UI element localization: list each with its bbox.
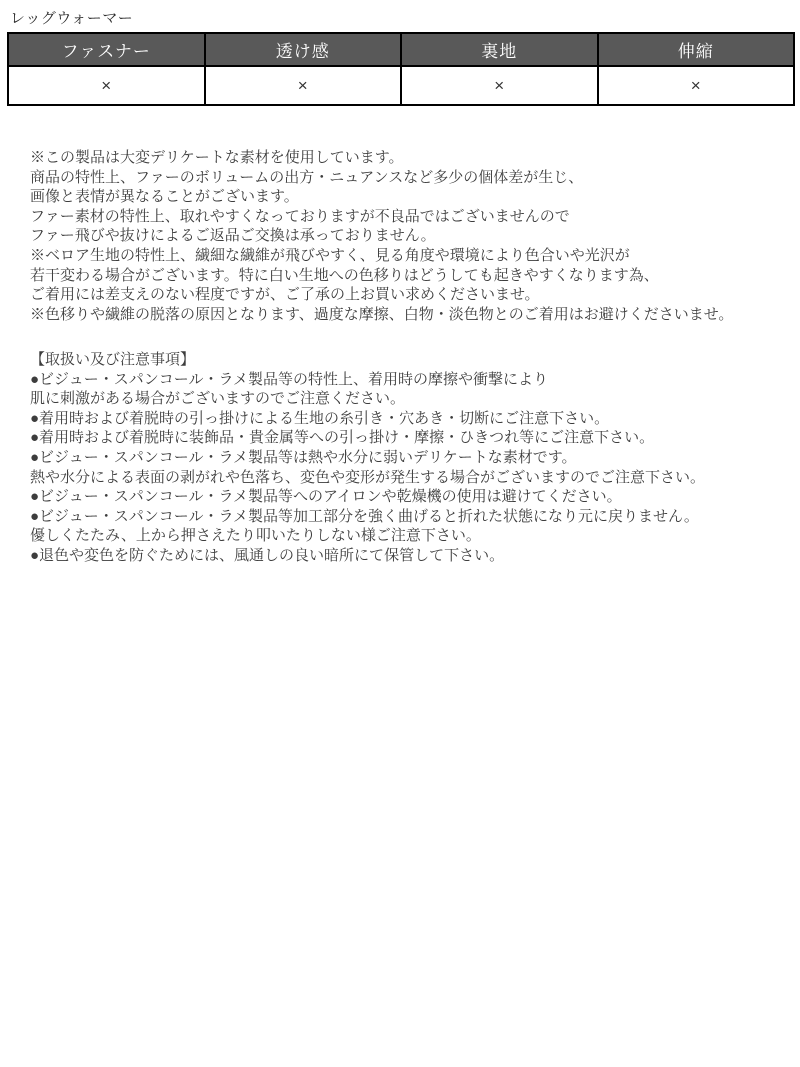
note-line: ファー素材の特性上、取れやすくなっておりますが不良品ではございませんので [30, 207, 570, 225]
page-title: レッグウォーマー [10, 10, 134, 27]
spec-value-fastener: × [8, 66, 205, 105]
spec-header-stretch: 伸縮 [598, 33, 795, 66]
care-line: ●着用時および着脱時の引っ掛けによる生地の糸引き・穴あき・切断にご注意下さい。 [30, 409, 610, 427]
care-line: ●ビジュー・スパンコール・ラメ製品等へのアイロンや乾燥機の使用は避けてください。 [30, 488, 622, 506]
care-line: ●ビジュー・スパンコール・ラメ製品等の特性上、着用時の摩擦や衝撃により [30, 370, 549, 388]
spec-value-lining: × [401, 66, 598, 105]
care-instructions [30, 350, 792, 566]
care-line: 肌に刺激がある場合がございますのでご注意ください。 [30, 390, 406, 408]
care-heading: 【取扱い及び注意事項】 [30, 351, 196, 368]
spec-header-fastener: ファスナー [8, 33, 205, 66]
spec-value-stretch: × [598, 66, 795, 105]
care-line: ●退色や変色を防ぐためには、風通しの良い暗所にて保管して下さい。 [30, 546, 505, 564]
spec-value-sheerness: × [205, 66, 402, 105]
note-line: ご着用には差支えのない程度ですが、ご了承の上お買い求めくださいませ。 [30, 286, 540, 304]
note-line: 画像と表情が異なることがございます。 [30, 188, 299, 206]
care-line: 熱や水分による表面の剥がれや色落ち、変色や変形が発生する場合がございますのでご注意下さい。 [30, 468, 706, 486]
care-line: ●着用時および着脱時に装飾品・貴金属等への引っ掛け・摩擦・ひきつれ等にご注意下さい。 [30, 429, 655, 447]
note-line: 若干変わる場合がございます。特に白い生地への色移りはどうしても起きやすくなります為、 [30, 266, 659, 284]
note-line: ※この製品は大変デリケートな素材を使用しています。 [30, 149, 404, 166]
spec-header-sheerness: 透け感 [205, 33, 402, 66]
care-line: ●ビジュー・スパンコール・ラメ製品等加工部分を強く曲げると折れた状態になり元に戻りません。 [30, 507, 699, 525]
note-line: ※ベロア生地の特性上、繊細な繊維が飛びやすく、見る角度や環境により色合いや光沢が [30, 246, 630, 264]
care-line: 優しくたたみ、上から押さえたり叩いたりしない様ご注意下さい。 [30, 527, 481, 545]
note-line: ※色移りや繊維の脱落の原因となります、過度な摩擦、白物・淡色物とのご着用はお避けくださいませ。 [30, 305, 734, 323]
note-line: 商品の特性上、ファーのボリュームの出方・ニュアンスなど多少の個体差が生じ、 [30, 168, 584, 186]
spec-table [7, 32, 795, 106]
spec-header-row [8, 33, 794, 66]
note-line: ファー飛びや抜けによるご返品ご交換は承っておりません。 [30, 227, 436, 245]
material-notes [30, 148, 792, 324]
spec-value-row [8, 66, 794, 105]
spec-header-lining: 裏地 [401, 33, 598, 66]
care-line: ●ビジュー・スパンコール・ラメ製品等は熱や水分に弱いデリケートな素材です。 [30, 448, 577, 466]
